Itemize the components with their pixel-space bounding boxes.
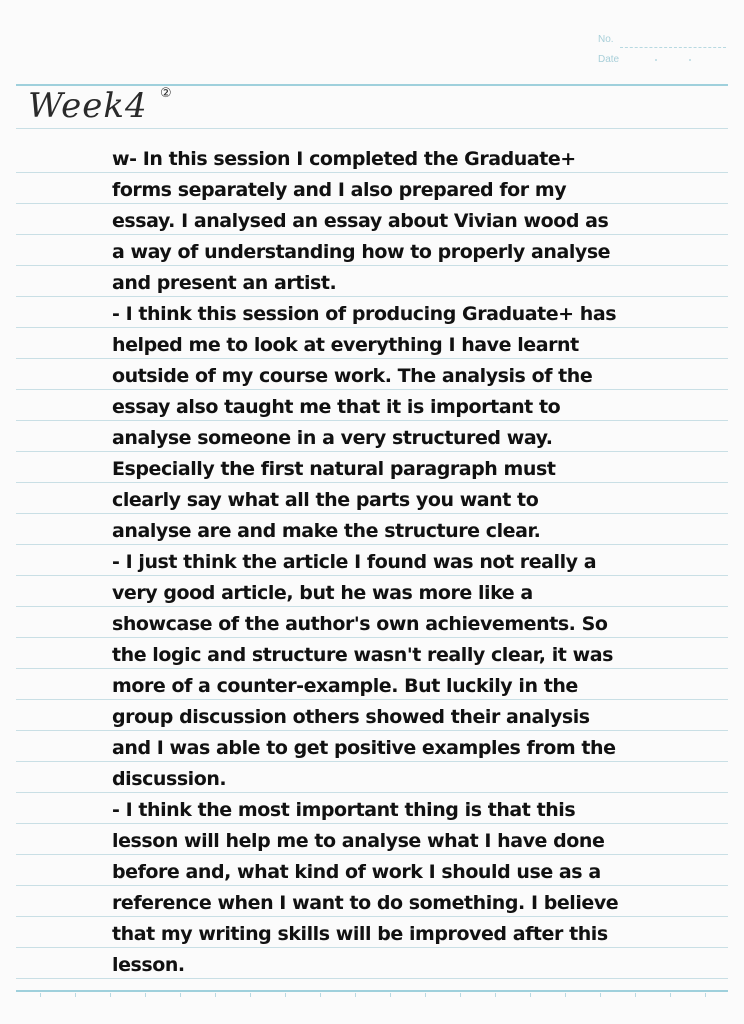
number-label: No. (598, 34, 614, 45)
week-title-superscript: ② (160, 86, 172, 101)
scale-tick (320, 993, 321, 997)
scale-tick (565, 993, 566, 997)
journal-line: forms separately and I also prepared for my (112, 179, 567, 201)
journal-line: lesson will help me to analyse what I have done (112, 830, 605, 852)
scale-tick (635, 993, 636, 997)
journal-line: the logic and structure wasn't really clear, it was (112, 644, 613, 666)
journal-line: Especially the first natural paragraph must (112, 458, 556, 480)
journal-line: clearly say what all the parts you want to (112, 489, 539, 511)
journal-line: showcase of the author's own achievements. So (112, 613, 608, 635)
scale-tick (495, 993, 496, 997)
journal-line: - I think the most important thing is that this (112, 799, 576, 821)
journal-line: reference when I want to do something. I believe (112, 892, 619, 914)
scale-tick (285, 993, 286, 997)
journal-line: essay. I analysed an essay about Vivian wood as (112, 210, 609, 232)
scale-tick (215, 993, 216, 997)
journal-line: discussion. (112, 768, 227, 790)
journal-line: before and, what kind of work I should use as a (112, 861, 601, 883)
journal-line: helped me to look at everything I have learnt (112, 334, 579, 356)
scale-tick (180, 993, 181, 997)
scale-tick (600, 993, 601, 997)
scale-tick (425, 993, 426, 997)
week-title: Week4 (28, 86, 148, 126)
page-meta (598, 33, 728, 73)
scale-tick (110, 993, 111, 997)
number-row (598, 33, 728, 53)
journal-line: and present an artist. (112, 272, 337, 294)
scale-tick (530, 993, 531, 997)
journal-line: w- In this session I completed the Graduate+ (112, 148, 576, 170)
date-label: Date (598, 54, 620, 65)
journal-line: group discussion others showed their analysis (112, 706, 590, 728)
scale-tick (705, 993, 706, 997)
journal-entry (112, 144, 632, 981)
date-dot (689, 59, 691, 61)
journal-line: outside of my course work. The analysis of the (112, 365, 593, 387)
journal-line: very good article, but he was more like a (112, 582, 533, 604)
journal-line: - I just think the article I found was not really a (112, 551, 597, 573)
scale-tick (460, 993, 461, 997)
journal-line: analyse someone in a very structured way. (112, 427, 553, 449)
journal-line: more of a counter-example. But luckily in the (112, 675, 578, 697)
scale-tick (75, 993, 76, 997)
journal-line: analyse are and make the structure clear. (112, 520, 541, 542)
scale-tick (390, 993, 391, 997)
date-row (598, 53, 728, 73)
scale-tick (145, 993, 146, 997)
week-heading (28, 85, 198, 131)
journal-line: a way of understanding how to properly analyse (112, 241, 611, 263)
scale-tick (40, 993, 41, 997)
journal-line: - I think this session of producing Graduate+ has (112, 303, 617, 325)
scale-tick (670, 993, 671, 997)
journal-line: and I was able to get positive examples from the (112, 737, 616, 759)
bottom-rule (16, 990, 728, 992)
journal-line: that my writing skills will be improved after this (112, 923, 608, 945)
journal-line: lesson. (112, 954, 185, 976)
journal-line: essay also taught me that it is important to (112, 396, 561, 418)
scale-tick (355, 993, 356, 997)
date-dot (655, 59, 657, 61)
scale-tick (250, 993, 251, 997)
